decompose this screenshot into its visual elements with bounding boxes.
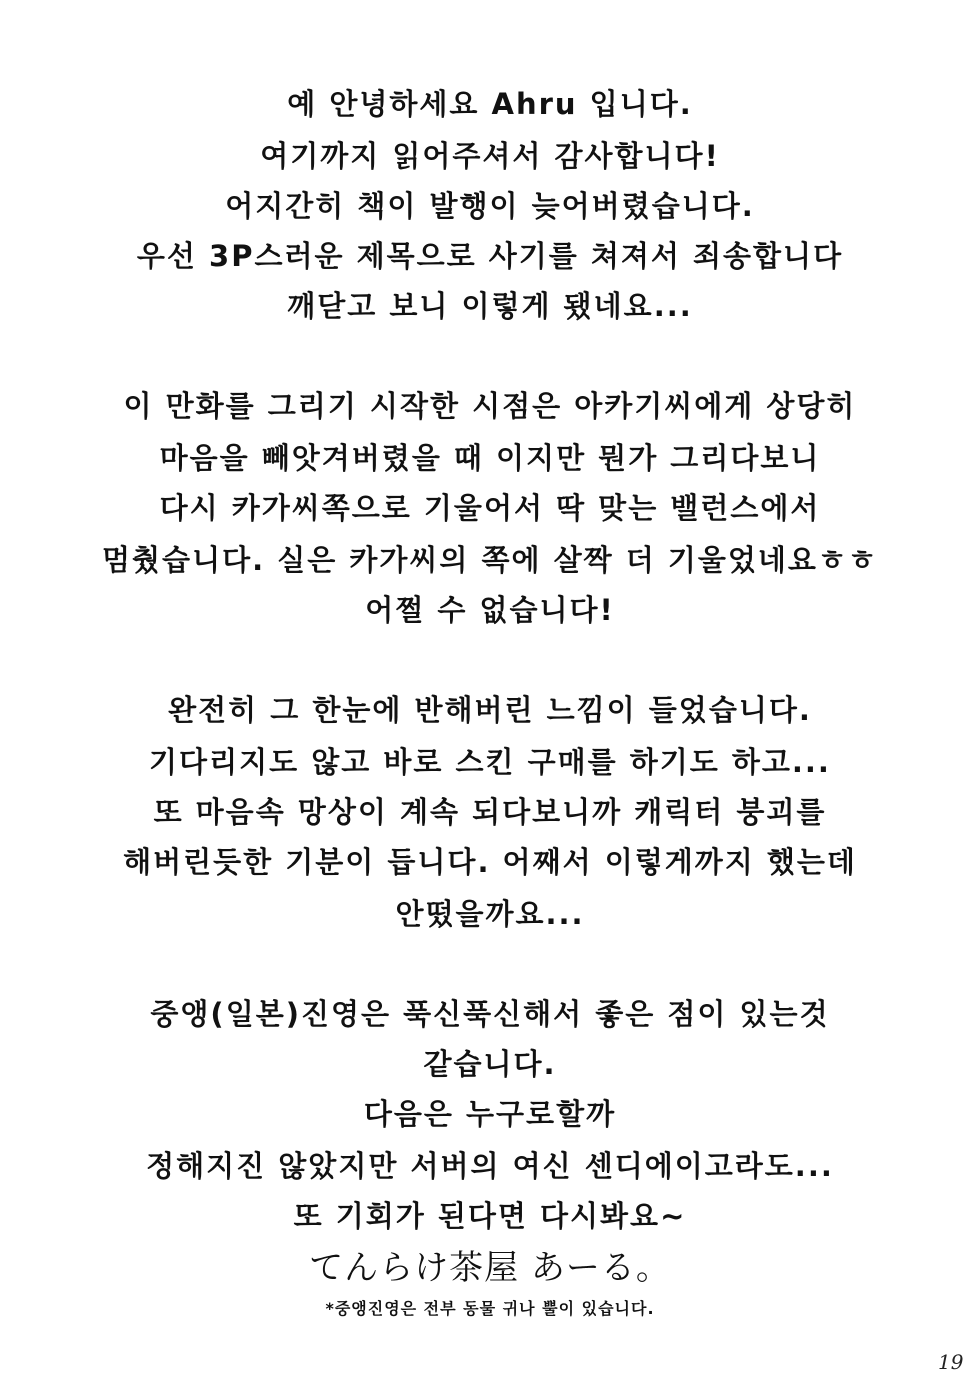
text-line: 예 안녕하세요 Ahru 입니다. bbox=[287, 87, 693, 121]
text-line: 멈췄습니다. 실은 카가씨의 쪽에 살짝 더 기울었네요ㅎㅎ bbox=[102, 543, 878, 577]
text-line: 마음을 빼앗겨버렸을 때 이지만 뭔가 그리다보니 bbox=[159, 441, 821, 475]
text-line: 안떴을까요... bbox=[395, 897, 585, 931]
text-line: 또 마음속 망상이 계속 되다보니까 캐릭터 붕괴를 bbox=[153, 795, 827, 829]
text-line: 정해지진 않았지만 서버의 여신 센디에이고라도... bbox=[146, 1149, 834, 1183]
text-line: 기다리지도 않고 바로 스킨 구매를 하기도 하고... bbox=[149, 745, 831, 779]
text-line: 우선 3P스러운 제목으로 사기를 쳐져서 죄송합니다 bbox=[136, 239, 844, 273]
author-signature: てんらけ茶屋 あーる。 bbox=[309, 1248, 671, 1288]
text-line: 어쩔 수 없습니다! bbox=[365, 593, 615, 627]
text-line: 어지간히 책이 발행이 늦어버렸습니다. bbox=[225, 189, 755, 223]
footnote: *중앵진영은 전부 동물 귀나 뿔이 있습니다. bbox=[325, 1299, 655, 1318]
text-line: 다시 카가씨쪽으로 기울어서 딱 맞는 밸런스에서 bbox=[159, 491, 821, 525]
text-line: 완전히 그 한눈에 반해버린 느낌이 들었습니다. bbox=[168, 693, 812, 727]
text-line: 다음은 누구로할까 bbox=[363, 1097, 617, 1131]
text-line: 이 만화를 그리기 시작한 시점은 아카기씨에게 상당히 bbox=[123, 389, 857, 423]
text-line: 여기까지 읽어주셔서 감사합니다! bbox=[260, 139, 720, 173]
text-line: 깨닫고 보니 이렇게 됐네요... bbox=[287, 289, 693, 323]
page-number: 19 bbox=[938, 1350, 964, 1374]
text-line: 중앵(일본)진영은 푹신푹신해서 좋은 점이 있는것 bbox=[150, 997, 830, 1031]
text-line: 또 기회가 된다면 다시봐요~ bbox=[293, 1199, 687, 1233]
text-line: 해버린듯한 기분이 듭니다. 어째서 이렇게까지 했는데 bbox=[123, 845, 857, 879]
text-line: 같습니다. bbox=[423, 1047, 557, 1081]
